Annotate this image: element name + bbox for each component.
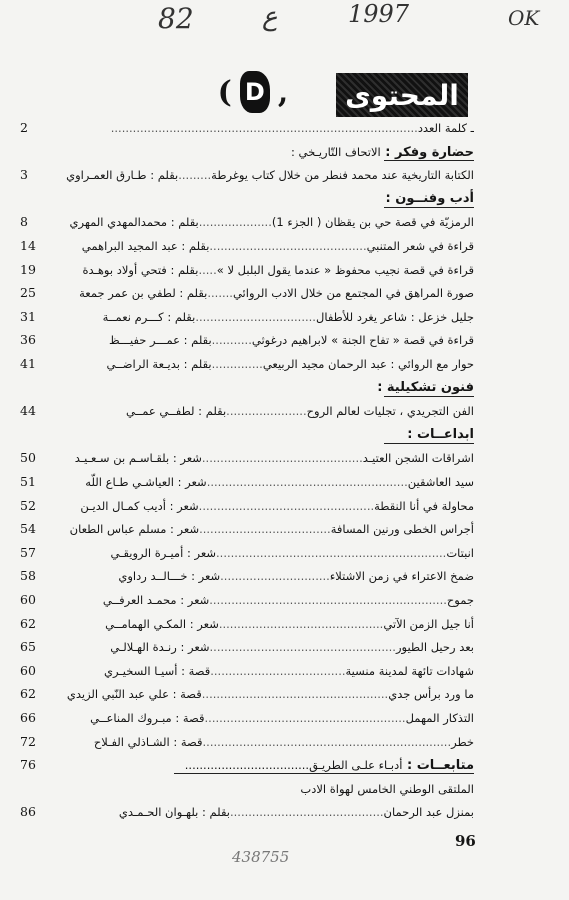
section-title: أدب وفنــون :	[385, 191, 474, 206]
toc-entry[interactable]	[20, 637, 474, 657]
toc-entry-author: قصة : مبـروك المناعــي	[90, 711, 205, 725]
handwritten-issue-number: 82	[158, 2, 194, 35]
toc-entry-title: قراءة في قصة « تفاح الجنة » لابراهيم درغوثي	[251, 333, 474, 347]
leader-dots: .........	[178, 168, 212, 182]
toc-entry[interactable]	[20, 496, 474, 516]
section-underline	[384, 396, 474, 397]
toc-entry[interactable]	[20, 732, 474, 752]
toc-entry-title: شهادات تائهة لمدينة منسية	[345, 664, 474, 678]
toc-entry[interactable]	[20, 472, 474, 492]
section-underline	[384, 207, 474, 208]
toc-entry-author: شعر : خـــالــد رداوي	[118, 569, 221, 583]
toc-entry[interactable]	[20, 283, 474, 303]
toc-page-number: 65	[20, 639, 36, 654]
toc-page-number: 66	[20, 710, 36, 725]
leader-dots: ....................................	[199, 522, 331, 536]
toc-entry-title: أنا جيل الزمن الآتي	[383, 617, 474, 631]
toc-entry[interactable]	[20, 307, 474, 327]
leader-dots: ..................................	[184, 758, 310, 772]
leader-dots: ....................................................................................	[110, 121, 418, 135]
section-underline	[384, 443, 474, 444]
magazine-logo: ( D ,	[208, 68, 298, 116]
toc-entry-author: شعر : أديب كمـال الديـن	[80, 499, 199, 513]
toc-entry[interactable]	[20, 260, 474, 280]
toc-page-number: 50	[20, 450, 36, 465]
toc-entry-author: بقلم : عبد المجيد البراهمي	[81, 239, 210, 253]
leader-dots: .............................................	[218, 617, 384, 631]
toc-page-number: 58	[20, 568, 36, 583]
leader-dots: ...................................................	[209, 640, 396, 654]
section-title: ابداعــات :	[407, 427, 474, 442]
leader-dots: ...........................................	[209, 239, 367, 253]
toc-page-number: 76	[20, 757, 36, 772]
toc-section-heading	[20, 378, 474, 398]
toc-entry[interactable]	[20, 401, 474, 421]
handwritten-year: 1997	[348, 0, 410, 28]
toc-entry[interactable]	[20, 566, 474, 586]
toc-entry-title: خطر	[451, 735, 474, 749]
toc-entry-author: شعر : المكـي الهمامــي	[105, 617, 219, 631]
toc-entry-title: بمنزل عبد الرحمان	[383, 805, 474, 819]
toc-entry-title: ضمخ الاعتراء في زمن الاشتلاء	[329, 569, 474, 583]
toc-page-number: 57	[20, 545, 36, 560]
toc-entry[interactable]	[20, 212, 474, 232]
toc-page-number: 31	[20, 309, 36, 324]
toc-entry[interactable]	[20, 519, 474, 539]
toc-entry-author: بقلم : لطفي بن عمر جمعة	[79, 286, 208, 300]
toc-entry-title: الكتابة التاريخية عند محمد فنطر من خلال كتاب يوغرطة	[211, 168, 474, 182]
toc-page-number: 19	[20, 262, 36, 277]
toc-entry-author: شعر : محمـد العرفــي	[102, 593, 210, 607]
section-title: حضارة وفكر :	[385, 145, 474, 160]
toc-entry-title: قراءة في شعر المتنبي	[366, 239, 474, 253]
leader-dots: ..............	[211, 357, 263, 371]
toc-entry-author: بقلم : طـارق العمـراوي	[66, 168, 179, 182]
toc-entry[interactable]	[20, 802, 474, 822]
handwritten-letter: ع	[262, 2, 278, 32]
toc-section-heading	[20, 755, 474, 775]
toc-section-heading	[20, 142, 474, 162]
toc-entry-title: انبتات	[446, 546, 474, 560]
page-number: 96	[455, 832, 476, 850]
toc-page-number: 41	[20, 356, 36, 371]
toc-page-number: 72	[20, 734, 36, 749]
toc-entry-author: شعر : رنـدة الهـلالـي	[110, 640, 210, 654]
toc-entry[interactable]	[20, 448, 474, 468]
toc-entry-title: حوار مع الروائي : عبد الرحمان مجيد الربيعي	[262, 357, 474, 371]
leader-dots: .................................................................	[209, 593, 447, 607]
toc-page-number: 62	[20, 616, 36, 631]
toc-entry-author: بقلم : فتحي أولاد بوهـدة	[82, 263, 199, 277]
toc-page-number: 52	[20, 498, 36, 513]
leader-dots: .......................................................	[206, 475, 408, 489]
toc-section-heading	[20, 189, 474, 209]
leader-dots: ................................................	[198, 499, 375, 513]
toc-entry-title: سيد العاشقين	[407, 475, 474, 489]
toc-page-number: 86	[20, 804, 36, 819]
leader-dots: .......................................................	[204, 711, 406, 725]
toc-entry-author: بقلم : لطفــي عمــي	[125, 404, 227, 418]
toc-entry[interactable]	[20, 661, 474, 681]
toc-page-number: 36	[20, 332, 36, 347]
toc-entry[interactable]	[20, 614, 474, 634]
toc-entry-author: شعر : العياشـي طـاع اللّه	[85, 475, 207, 489]
toc-entry[interactable]	[20, 330, 474, 350]
leader-dots: .....................................	[210, 664, 346, 678]
leader-dots: .......	[207, 286, 233, 300]
section-underline	[384, 160, 474, 161]
toc-entry-author: قصة : أسيـا السخيـري	[104, 664, 211, 678]
leader-dots: ...........	[211, 333, 252, 347]
section-subtitle: الاتحاف التّاريـخي :	[290, 145, 381, 159]
leader-dots: .................................	[195, 310, 316, 324]
toc-page-number: 44	[20, 403, 36, 418]
section-subtitle: أدبـاء علـى الطريـق	[309, 758, 403, 772]
toc-page-number: 25	[20, 285, 36, 300]
section-title: متابعــات :	[406, 758, 474, 773]
leader-dots: ....................	[198, 215, 272, 229]
leader-dots: ...............................................................	[216, 546, 447, 560]
toc-page-number: 62	[20, 686, 36, 701]
toc-entry[interactable]	[20, 165, 474, 185]
toc-entry-title: أجراس الخطى ورنين المسافة	[330, 522, 474, 536]
toc-entry-title: ما ورد برأس جدي	[388, 687, 474, 701]
toc-entry-title: الفن التجريدي ، تجليات لعالم الروح	[306, 404, 474, 418]
toc-entry-title: جموح	[446, 593, 474, 607]
toc-entry-title: محاولة في أنا النقطة	[374, 499, 474, 513]
toc-entry-author: بقلم : محمدالمهدي المهري	[69, 215, 199, 229]
toc-page-number: 60	[20, 592, 36, 607]
toc-entry[interactable]	[20, 590, 474, 610]
leader-dots: ..............................	[220, 569, 330, 583]
handwritten-inventory-number: 438755	[232, 848, 290, 866]
leader-dots: ...................................................	[201, 687, 389, 701]
toc-entry-author: شعر : بلقـاسـم بن سـعـيـد	[74, 451, 202, 465]
toc-page-number: 14	[20, 238, 36, 253]
toc-page-number: 54	[20, 521, 36, 536]
toc-entry-author: قصة : علي عبد النّبي الزيدي	[66, 687, 202, 701]
toc-entry-author: شعر : مسلم عباس الطعان	[69, 522, 200, 536]
logo-letter: D	[240, 71, 270, 113]
toc-entry-title: بعد رحيل الطيور	[395, 640, 474, 654]
toc-entry-title: ـ كلمة العدد	[417, 121, 474, 135]
leader-dots: ............................................	[201, 451, 363, 465]
leader-dots: ......................	[226, 404, 307, 418]
toc-entry-title: جليل خزعل : شاعر يغرد للأطفال	[315, 310, 474, 324]
toc-entry[interactable]	[20, 684, 474, 704]
toc-entry-title: الرمزيّة في قصة حي بن يقظان ( الجزء 1)	[271, 215, 474, 229]
toc-entry[interactable]	[20, 236, 474, 256]
toc-entry-title: اشراقات الشجن العتيـد	[362, 451, 474, 465]
toc-entry-title: قراءة في قصة نجيب محفوظ « عندما يقول البلبل لا »	[216, 263, 474, 277]
toc-page-number: 3	[20, 167, 28, 182]
toc-entry-author: بقلم : عمـــر حفيـــظ	[108, 333, 212, 347]
toc-entry[interactable]	[20, 354, 474, 374]
leader-dots: ....................................................................	[202, 735, 452, 749]
toc-entry-author: بقلم : بلهـوان الحـمـدي	[118, 805, 230, 819]
toc-entry[interactable]	[20, 543, 474, 563]
leader-dots: ..........................................	[230, 805, 384, 819]
toc-entry[interactable]	[20, 118, 474, 138]
toc-entry[interactable]	[20, 708, 474, 728]
toc-page-number: 60	[20, 663, 36, 678]
toc-entry-title: التذكار المهمل	[405, 711, 474, 725]
leader-dots: .....	[198, 263, 217, 277]
toc-page-number: 51	[20, 474, 36, 489]
section-title: فنون تشكيلية :	[377, 380, 474, 395]
toc-entry-author: قصة : الشـاذلي الفـلاح	[93, 735, 203, 749]
toc-section-heading	[20, 425, 474, 445]
toc-continuation-line: الملتقى الوطني الخامس لهواة الادب	[300, 782, 474, 796]
handwritten-ok-mark: OK	[508, 6, 540, 30]
toc-entry-author: بقلم : كـــرم نعمــة	[102, 310, 196, 324]
section-underline	[174, 773, 474, 774]
toc-entry-author: شعر : أميـرة الرويقـي	[110, 546, 217, 560]
toc-entry-title: صورة المراهق في المجتمع من خلال الادب الروائي	[232, 286, 474, 300]
toc-page-number: 8	[20, 214, 28, 229]
contents-title: المحتوى	[336, 73, 468, 117]
toc-page-number: 2	[20, 120, 28, 135]
toc-entry-author: بقلم : بديـعة الراضــي	[106, 357, 212, 371]
